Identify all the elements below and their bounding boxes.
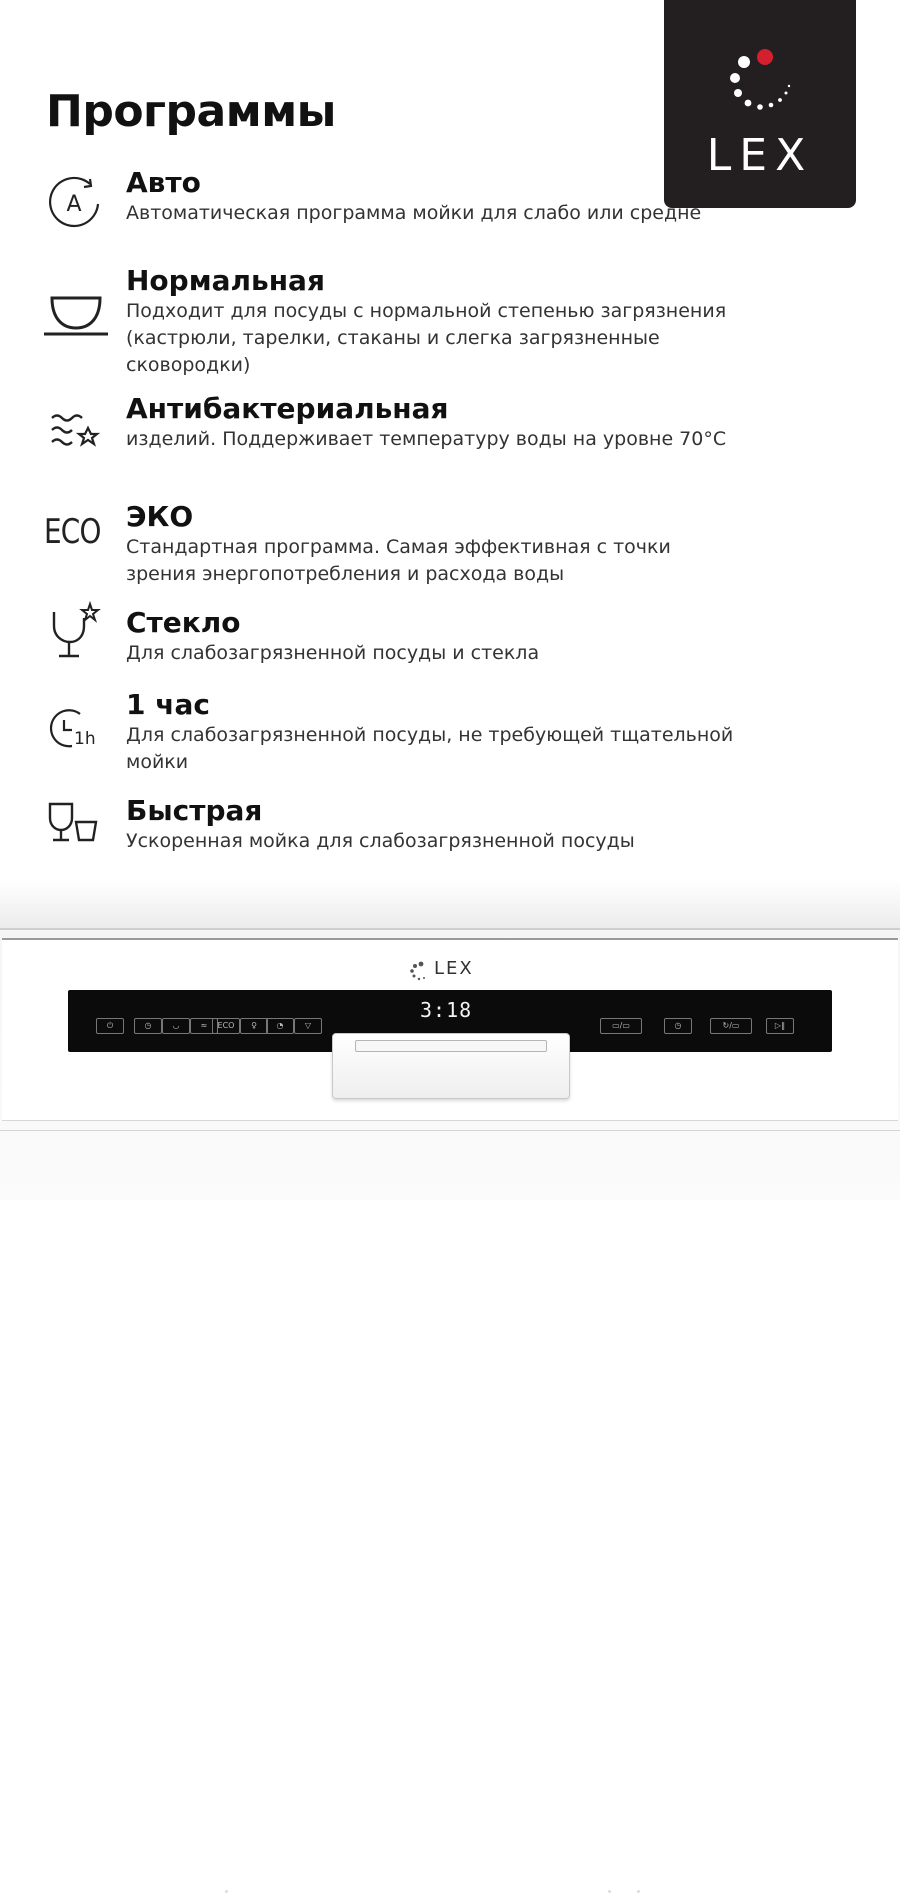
extra-dry-button[interactable]: ↻/▭: [710, 1018, 752, 1034]
dishwasher: [0, 880, 900, 1200]
program-desc: Для слабозагрязненной посуды, не требующей тщательной мойки: [126, 724, 734, 773]
svg-text:A: A: [66, 192, 82, 217]
door-handle[interactable]: [332, 1033, 570, 1099]
program-button-auto[interactable]: ◷: [134, 1018, 162, 1034]
program-name: 1 час: [126, 688, 210, 721]
bowl-icon: [44, 288, 108, 352]
program-name: Быстрая: [126, 794, 263, 827]
dishwasher-logo-icon: [408, 960, 430, 982]
program-desc: Для слабозагрязненной посуды и стекла: [126, 642, 540, 664]
program-name: Стекло: [126, 606, 241, 639]
dishwasher-top: [0, 880, 900, 930]
logo-text: LEX: [706, 130, 814, 181]
half-load-button[interactable]: ▭/▭: [600, 1018, 642, 1034]
eco-icon: ECO: [44, 512, 101, 552]
program-name: Антибактериальная: [126, 392, 449, 425]
glass-cup-icon: [44, 796, 108, 860]
program-button-eco[interactable]: ECO: [212, 1018, 240, 1034]
program-button-quick[interactable]: ▽: [294, 1018, 322, 1034]
one-hour-icon: [44, 702, 108, 766]
door-seam: [0, 1130, 900, 1131]
glass-icon: [44, 598, 108, 662]
antibacterial-icon: [44, 406, 108, 470]
delay-start-button[interactable]: ◷: [664, 1018, 692, 1034]
program-button-glass[interactable]: ♀: [240, 1018, 268, 1034]
lex-logo-mark: [664, 0, 856, 208]
program-button-normal[interactable]: ◡: [162, 1018, 190, 1034]
time-display: 3:18: [420, 998, 473, 1022]
auto-icon: [44, 170, 108, 234]
lex-logo: [664, 0, 856, 208]
program-desc: Ускоренная мойка для слабозагрязненной посуды: [126, 830, 635, 852]
start-pause-button[interactable]: ▷‖: [766, 1018, 794, 1034]
program-desc: Стандартная программа. Самая эффективная с точки зрения энергопотребления и расхода воды: [126, 536, 671, 585]
page-title: Программы: [46, 86, 336, 137]
program-button-one-hour[interactable]: ◔: [266, 1018, 294, 1034]
program-name: Нормальная: [126, 264, 325, 297]
door-handle-grip[interactable]: [355, 1040, 547, 1052]
dishwasher-brand: LEX: [434, 958, 474, 979]
program-button-antibacterial[interactable]: ≈: [190, 1018, 218, 1034]
program-name: ЭКО: [126, 500, 194, 533]
program-desc: изделий. Поддерживает температуру воды на уровне 70°C: [126, 428, 727, 450]
program-name: Авто: [126, 166, 201, 199]
power-button[interactable]: ⏻: [96, 1018, 124, 1034]
svg-text:1h: 1h: [74, 729, 96, 749]
program-desc: Подходит для посуды с нормальной степенью загрязнения (кастрюли, тарелки, стаканы и слегка загрязненные сковородки): [126, 300, 727, 376]
program-desc: Автоматическая программа мойки для слабо или средне: [126, 202, 702, 224]
